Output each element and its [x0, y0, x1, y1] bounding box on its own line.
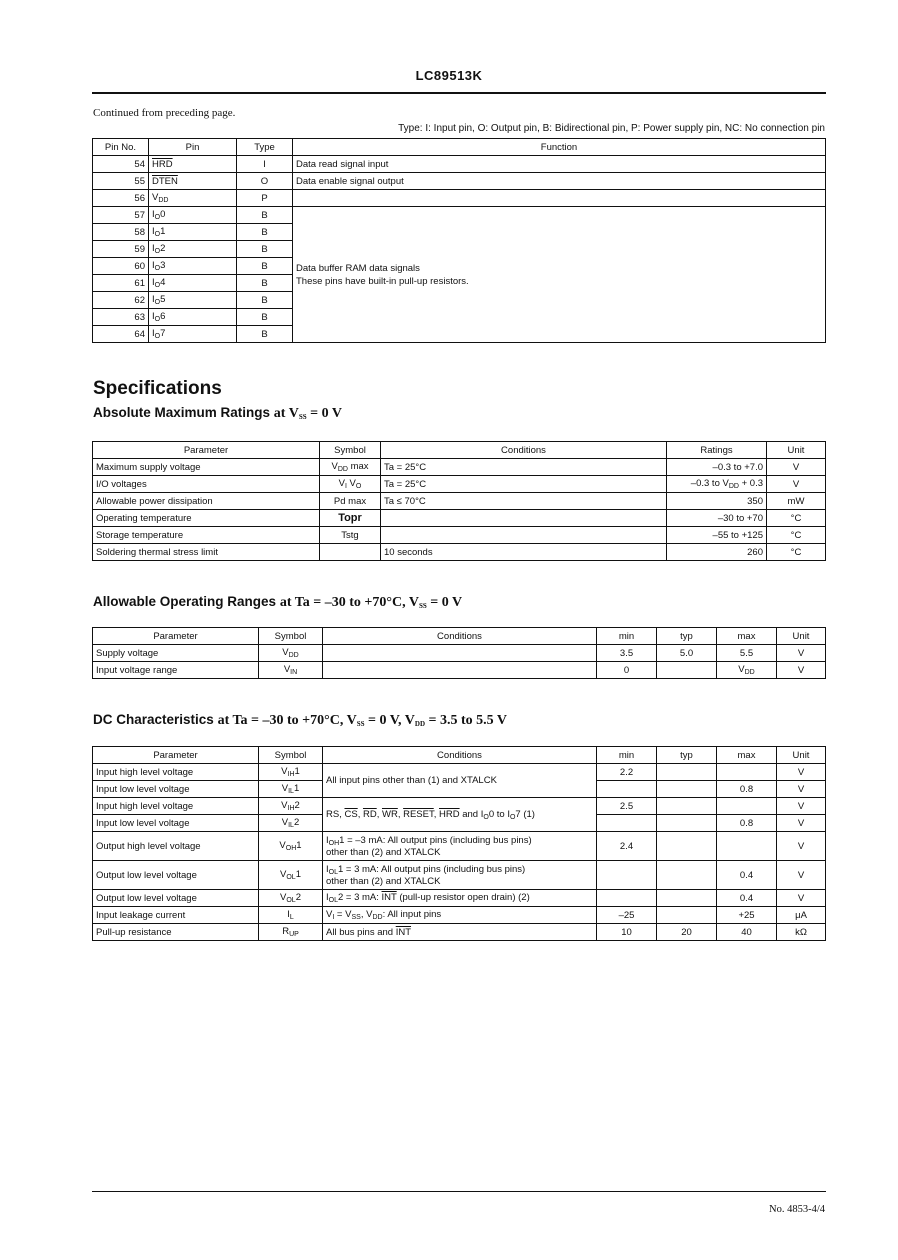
amr-title: Absolute Maximum Ratings: [93, 405, 271, 420]
table-row: [93, 190, 826, 207]
param: Output low level voltage: [93, 861, 259, 890]
col-symbol: Symbol: [259, 747, 323, 764]
pin-no: 58: [93, 224, 149, 241]
table-row: [93, 493, 826, 510]
rating: 260: [667, 544, 767, 561]
col-unit: Unit: [767, 442, 826, 459]
type-legend: Type: I: Input pin, O: Output pin, B: Bidirectional pin, P: Power supply pin, NC: No connection pin: [398, 123, 825, 134]
aor-title: Allowable Operating Ranges: [93, 594, 277, 609]
pin-no: 64: [93, 326, 149, 343]
max: [717, 832, 777, 861]
continued-note: Continued from preceding page.: [93, 107, 236, 119]
pin-no: 60: [93, 258, 149, 275]
condition: [381, 510, 667, 527]
pin-type: I: [237, 156, 293, 173]
condition: All bus pins and $\overline{INT}$: [323, 924, 597, 941]
col-min: min: [597, 747, 657, 764]
symbol: $V_{OL}2$: [259, 890, 323, 907]
io-function-line1: Data buffer RAM data signals: [296, 262, 420, 274]
condition: RS, $\overline{CS}$, $\overline{RD}$, $\overline{WR}$, RESET, $\overline{HRD}$ and $I_O0$ to $I_O7$ (1): [323, 798, 597, 832]
pin-type: P: [237, 190, 293, 207]
pin-name: $I_O0$: [149, 207, 237, 224]
table-row: [93, 764, 826, 781]
pin-name: $I_O1$: [149, 224, 237, 241]
footer-rule: [92, 1191, 826, 1192]
col-min: min: [597, 628, 657, 645]
pin-name: $I_O6$: [149, 309, 237, 326]
col-pin-no: Pin No.: [93, 139, 149, 156]
table-row: [93, 662, 826, 679]
unit: V: [777, 781, 826, 798]
unit: V: [777, 798, 826, 815]
pin-type: B: [237, 241, 293, 258]
pin-type: B: [237, 258, 293, 275]
table-row: [93, 890, 826, 907]
min: 2.4: [597, 832, 657, 861]
symbol: Tstg: [320, 527, 381, 544]
aor-condition: at Ta = –30 to +70°C, $V_{SS} = 0$ V: [279, 595, 463, 610]
pin-name: $I_O4$: [149, 275, 237, 292]
param: Storage temperature: [93, 527, 320, 544]
rating: –0.3 to +7.0: [667, 459, 767, 476]
condition: All input pins other than (1) and XTALCK: [323, 764, 597, 798]
param: Input low level voltage: [93, 815, 259, 832]
symbol: [320, 544, 381, 561]
pin-type: B: [237, 275, 293, 292]
condition: Ta ≤ 70°C: [381, 493, 667, 510]
pin-function: Data enable signal output: [293, 173, 826, 190]
symbol: Pd max: [320, 493, 381, 510]
table-row: [93, 156, 826, 173]
pin-name: $I_O5$: [149, 292, 237, 309]
condition: $I_{OL}1 = 3$ mA: All output pins (including bus pins) other than (2) and XTALCK: [323, 861, 597, 890]
min: 3.5: [597, 645, 657, 662]
max: $V_{DD}$: [717, 662, 777, 679]
min: [597, 861, 657, 890]
amr-condition: at $V_{SS} = 0$ V: [273, 406, 342, 421]
min: 10: [597, 924, 657, 941]
symbol: $V_{IL}1$: [259, 781, 323, 798]
table-row: [93, 544, 826, 561]
typ: [657, 890, 717, 907]
unit: V: [767, 459, 826, 476]
amr-heading: [93, 405, 342, 422]
col-conditions: Conditions: [381, 442, 667, 459]
condition: $I_{OH}1 = -3$ mA: All output pins (including bus pins) other than (2) and XTALCK: [323, 832, 597, 861]
param: Soldering thermal stress limit: [93, 544, 320, 561]
pin-function: [293, 190, 826, 207]
dcc-title: DC Characteristics: [93, 712, 214, 727]
unit: °C: [767, 510, 826, 527]
symbol: $V_{IL}2$: [259, 815, 323, 832]
condition: $V_I = V_{SS}$, $V_{DD}$: All input pins: [323, 907, 597, 924]
param: Maximum supply voltage: [93, 459, 320, 476]
col-max: max: [717, 628, 777, 645]
rating: 350: [667, 493, 767, 510]
pin-name: $I_O2$: [149, 241, 237, 258]
symbol: $V_{DD}$ max: [320, 459, 381, 476]
table-row: [93, 527, 826, 544]
col-type: Type: [237, 139, 293, 156]
col-max: max: [717, 747, 777, 764]
pin-type: O: [237, 173, 293, 190]
max: 0.4: [717, 861, 777, 890]
typ: [657, 907, 717, 924]
param: Input low level voltage: [93, 781, 259, 798]
col-typ: typ: [657, 747, 717, 764]
param: Output low level voltage: [93, 890, 259, 907]
rating: –30 to +70: [667, 510, 767, 527]
col-ratings: Ratings: [667, 442, 767, 459]
rating: –0.3 to $V_{DD} + 0.3$: [667, 476, 767, 493]
unit: V: [767, 476, 826, 493]
pin-type: B: [237, 309, 293, 326]
pin-type: B: [237, 292, 293, 309]
table-row: [93, 173, 826, 190]
param: Supply voltage: [93, 645, 259, 662]
symbol: $V_I$ $V_O$: [320, 476, 381, 493]
unit: V: [777, 764, 826, 781]
specifications-heading: Specifications: [93, 378, 222, 399]
aor-table: [92, 627, 826, 679]
min: 2.5: [597, 798, 657, 815]
col-conditions: Conditions: [323, 628, 597, 645]
pin-table-header: [93, 139, 826, 156]
pin-no: 54: [93, 156, 149, 173]
symbol: $V_{IH}2$: [259, 798, 323, 815]
condition: 10 seconds: [381, 544, 667, 561]
col-unit: Unit: [777, 747, 826, 764]
typ: [657, 832, 717, 861]
condition: [381, 527, 667, 544]
col-function: Function: [293, 139, 826, 156]
max: 5.5: [717, 645, 777, 662]
pin-name: $\overline{HRD}$: [149, 156, 237, 173]
typ: [657, 815, 717, 832]
unit: V: [777, 832, 826, 861]
pin-function: Data read signal input: [293, 156, 826, 173]
max: [717, 798, 777, 815]
symbol: $I_L$: [259, 907, 323, 924]
max: +25: [717, 907, 777, 924]
pin-no: 63: [93, 309, 149, 326]
col-conditions: Conditions: [323, 747, 597, 764]
document-title: LC89513K: [415, 68, 483, 83]
pin-type: B: [237, 224, 293, 241]
pin-name: DTEN: [149, 173, 237, 190]
symbol: $V_{IH}1$: [259, 764, 323, 781]
aor-heading: [93, 594, 462, 611]
param: Operating temperature: [93, 510, 320, 527]
col-parameter: Parameter: [93, 628, 259, 645]
pin-table: [92, 138, 826, 343]
table-row: [93, 476, 826, 493]
unit: V: [777, 645, 826, 662]
col-symbol: Symbol: [259, 628, 323, 645]
unit: mW: [767, 493, 826, 510]
max: 40: [717, 924, 777, 941]
dcc-condition: at Ta = –30 to +70°C, $V_{SS} = 0$ V, $V_{DD} = 3.5$ to 5.5 V: [217, 713, 508, 728]
dcc-table: [92, 746, 826, 941]
rating: –55 to +125: [667, 527, 767, 544]
unit: V: [777, 815, 826, 832]
min: 0: [597, 662, 657, 679]
min: [597, 815, 657, 832]
unit: μA: [777, 907, 826, 924]
max: 0.4: [717, 890, 777, 907]
col-pin: Pin: [149, 139, 237, 156]
pin-no: 57: [93, 207, 149, 224]
col-parameter: Parameter: [93, 442, 320, 459]
typ: [657, 798, 717, 815]
typ: [657, 861, 717, 890]
pin-no: 61: [93, 275, 149, 292]
max: 0.8: [717, 815, 777, 832]
symbol: $V_{OH}1$: [259, 832, 323, 861]
typ: [657, 764, 717, 781]
unit: V: [777, 861, 826, 890]
param: Output high level voltage: [93, 832, 259, 861]
param: Input voltage range: [93, 662, 259, 679]
pin-name: $I_O7$: [149, 326, 237, 343]
table-row: [93, 207, 826, 224]
col-symbol: Symbol: [320, 442, 381, 459]
condition: Ta = 25°C: [381, 476, 667, 493]
header-rule: [92, 92, 826, 94]
col-typ: typ: [657, 628, 717, 645]
pin-no: 55: [93, 173, 149, 190]
table-row: [93, 861, 826, 890]
pin-type: B: [237, 326, 293, 343]
condition: Ta = 25°C: [381, 459, 667, 476]
dcc-heading: [93, 712, 507, 729]
max: 0.8: [717, 781, 777, 798]
param: Pull-up resistance: [93, 924, 259, 941]
col-parameter: Parameter: [93, 747, 259, 764]
condition: [323, 662, 597, 679]
param: Input leakage current: [93, 907, 259, 924]
io-function-line2: These pins have built-in pull-up resistors.: [296, 275, 469, 287]
min: –25: [597, 907, 657, 924]
table-row: [93, 832, 826, 861]
param: Input high level voltage: [93, 798, 259, 815]
pin-name: $V_{DD}$: [149, 190, 237, 207]
table-row: [93, 924, 826, 941]
min: [597, 890, 657, 907]
unit: °C: [767, 544, 826, 561]
unit: V: [777, 890, 826, 907]
max: [717, 764, 777, 781]
typ: [657, 662, 717, 679]
symbol: Topr: [320, 510, 381, 527]
table-row: [93, 645, 826, 662]
table-row: [93, 907, 826, 924]
symbol: $V_{OL}1$: [259, 861, 323, 890]
page-number: No. 4853-4/4: [769, 1204, 825, 1215]
amr-table-header: [93, 442, 826, 459]
symbol: $R_{UP}$: [259, 924, 323, 941]
io-function-cell: [293, 207, 826, 343]
table-row: [93, 510, 826, 527]
unit: kΩ: [777, 924, 826, 941]
min: [597, 781, 657, 798]
param: I/O voltages: [93, 476, 320, 493]
unit: °C: [767, 527, 826, 544]
amr-table: [92, 441, 826, 561]
pin-no: 59: [93, 241, 149, 258]
table-row: [93, 798, 826, 815]
dcc-table-header: [93, 747, 826, 764]
pin-type: B: [237, 207, 293, 224]
table-row: [93, 459, 826, 476]
param: Input high level voltage: [93, 764, 259, 781]
min: 2.2: [597, 764, 657, 781]
symbol: $V_{DD}$: [259, 645, 323, 662]
unit: V: [777, 662, 826, 679]
condition: [323, 645, 597, 662]
pin-no: 56: [93, 190, 149, 207]
typ: [657, 781, 717, 798]
pin-name: $I_O3$: [149, 258, 237, 275]
aor-table-header: [93, 628, 826, 645]
pin-no: 62: [93, 292, 149, 309]
condition: $I_{OL}2 = 3$ mA: $\overline{INT}$ (pull-up resistor open drain) (2): [323, 890, 597, 907]
symbol: $V_{IN}$: [259, 662, 323, 679]
typ: 5.0: [657, 645, 717, 662]
param: Allowable power dissipation: [93, 493, 320, 510]
typ: 20: [657, 924, 717, 941]
col-unit: Unit: [777, 628, 826, 645]
